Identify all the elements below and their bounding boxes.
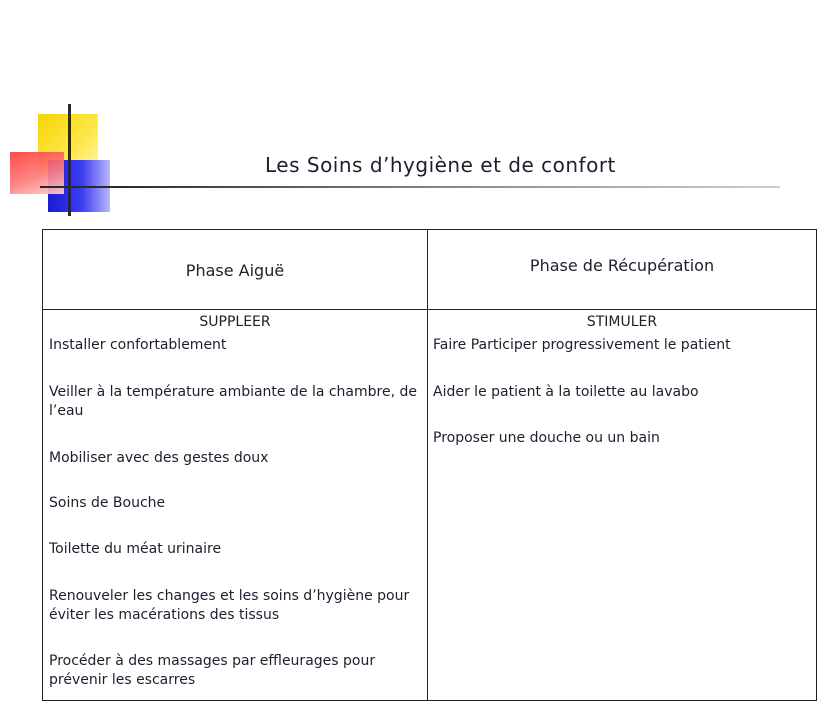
slide-logo bbox=[0, 0, 120, 230]
slide-title: Les Soins d’hygiène et de confort bbox=[265, 153, 616, 177]
right-item: Proposer une douche ou un bain bbox=[433, 430, 660, 446]
right-item: Faire Participer progressivement le patient bbox=[433, 337, 731, 353]
header-divider bbox=[43, 309, 816, 310]
care-table bbox=[42, 229, 817, 701]
left-item: Renouveler les changes et les soins d’hygiène pour éviter les macérations des tissus bbox=[49, 588, 410, 623]
right-item: Aider le patient à la toilette au lavabo bbox=[433, 384, 699, 400]
header-phase-recuperation-label: Phase de Récupération bbox=[529, 256, 715, 275]
left-item: Veiller à la température ambiante de la chambre, de l’eau bbox=[49, 384, 417, 419]
header-phase-aigue-label: Phase Aiguë bbox=[185, 261, 285, 280]
title-underline bbox=[40, 186, 780, 188]
left-subtitle: SUPPLEER bbox=[199, 314, 271, 330]
left-item: Installer confortablement bbox=[49, 337, 227, 353]
header-phase-aigue bbox=[43, 230, 427, 309]
left-item: Soins de Bouche bbox=[49, 495, 166, 511]
left-item: Procéder à des massages par effleurages pour prévenir les escarres bbox=[49, 653, 376, 688]
right-subtitle: STIMULER bbox=[586, 314, 658, 330]
left-item: Mobiliser avec des gestes doux bbox=[49, 450, 269, 466]
header-phase-recuperation bbox=[428, 230, 816, 309]
left-item: Toilette du méat urinaire bbox=[49, 541, 222, 557]
logo-vertical-line bbox=[68, 104, 71, 216]
